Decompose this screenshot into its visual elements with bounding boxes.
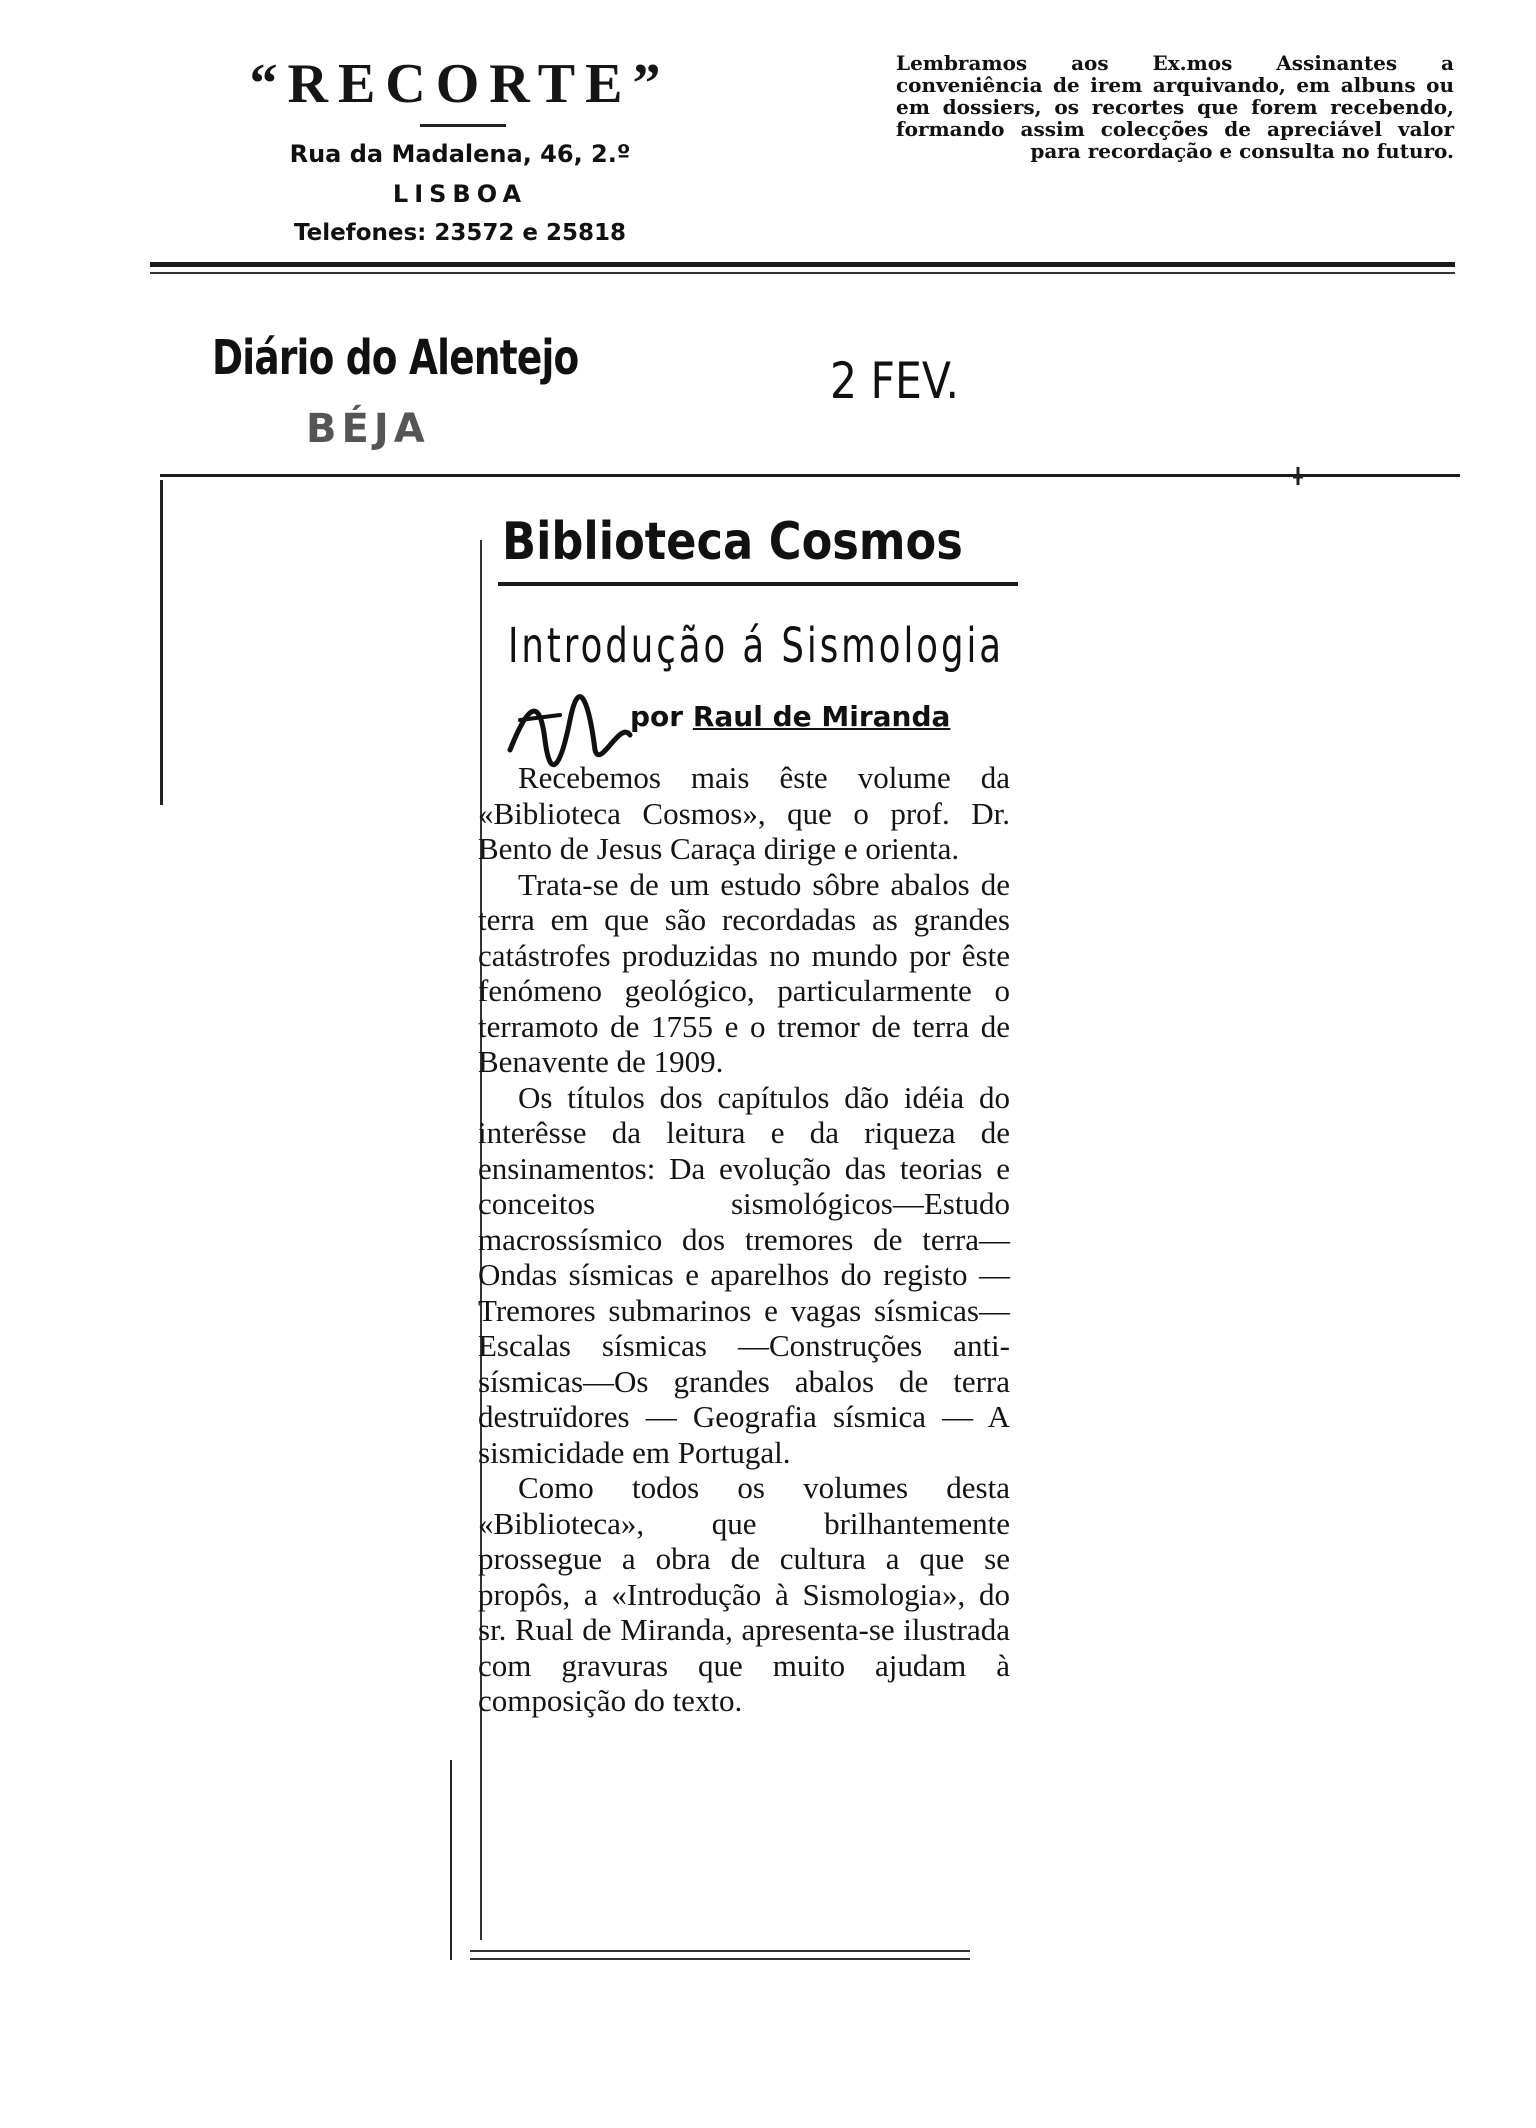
city: LISBOA — [392, 180, 528, 208]
byline-prefix: por — [630, 700, 684, 733]
byline — [630, 700, 950, 733]
header-rule — [150, 262, 1455, 267]
paragraph: Trata-se de um estudo sôbre abalos de terra em que são recordadas as grandes catástrofes produzidas no mundo por êste fenómeno geológico, particularmente o terramoto de 1755 e o tremor de terra de Benavente de 1909. — [478, 866, 1010, 1079]
phones: Telefones: 23572 e 25818 — [293, 220, 627, 246]
date-stamp — [830, 352, 959, 410]
ink-mark-icon — [1290, 465, 1306, 491]
end-rule-double — [470, 1958, 970, 1960]
paragraph: Como todos os volumes desta «Biblioteca», que brilhantemente prossegue a obra de cultura a que se propôs, a «Introdução à Sismologia», do sr. Rual de Miranda, apresenta-se ilustrada com gravuras que muito ajudam à composição do texto. — [478, 1470, 1010, 1718]
paragraph: Recebemos mais êste volume da «Biblioteca Cosmos», que o prof. Dr. Bento de Jesus Caraça dirige e orienta. — [478, 760, 1010, 866]
clipping-border-lower — [450, 1760, 452, 1960]
newspaper-city: BÉJA — [306, 406, 430, 452]
subscriber-notice: Lembramos aos Ex.mos Assinantes a conveniência de irem arquivando, em albuns ou em dossiers, os recortes que forem recebendo, formando assim colecções de apreciável valor para recordação e consulta no futuro. — [896, 51, 1454, 163]
heading-underline — [498, 582, 1018, 586]
end-rule — [470, 1950, 970, 1952]
address: Rua da Madalena, 46, 2.º — [289, 140, 631, 168]
paragraph: Os títulos dos capítulos dão idéia do interêsse da leitura e da riqueza de ensinamentos: Da evolução das teorias e conceitos sismológicos—Estudo macrossísmico dos tremores de terra—Ondas sísmicas e aparelhos do registo — Tremores submarinos e vagas sísmicas—Escalas sísmicas —Construções anti-sísmicas—Os grandes abalos de terra destruïdores — Geografia sísmica — A sismicidade em Portugal. — [478, 1079, 1010, 1470]
section-rule — [160, 474, 1460, 477]
date-text: 2 FEV. — [830, 352, 959, 410]
article-body — [478, 760, 1010, 1719]
article-title: Introdução á Sismologia — [508, 618, 1005, 674]
section-heading: Biblioteca Cosmos — [502, 512, 963, 572]
brand-divider — [420, 124, 506, 127]
brand-title: “RECORTE” — [249, 53, 671, 115]
newspaper-name: Diário do Alentejo — [212, 330, 579, 386]
left-margin-rule — [160, 480, 163, 805]
author-name: Raul de Miranda — [692, 700, 951, 733]
header-rule-thin — [150, 272, 1455, 274]
